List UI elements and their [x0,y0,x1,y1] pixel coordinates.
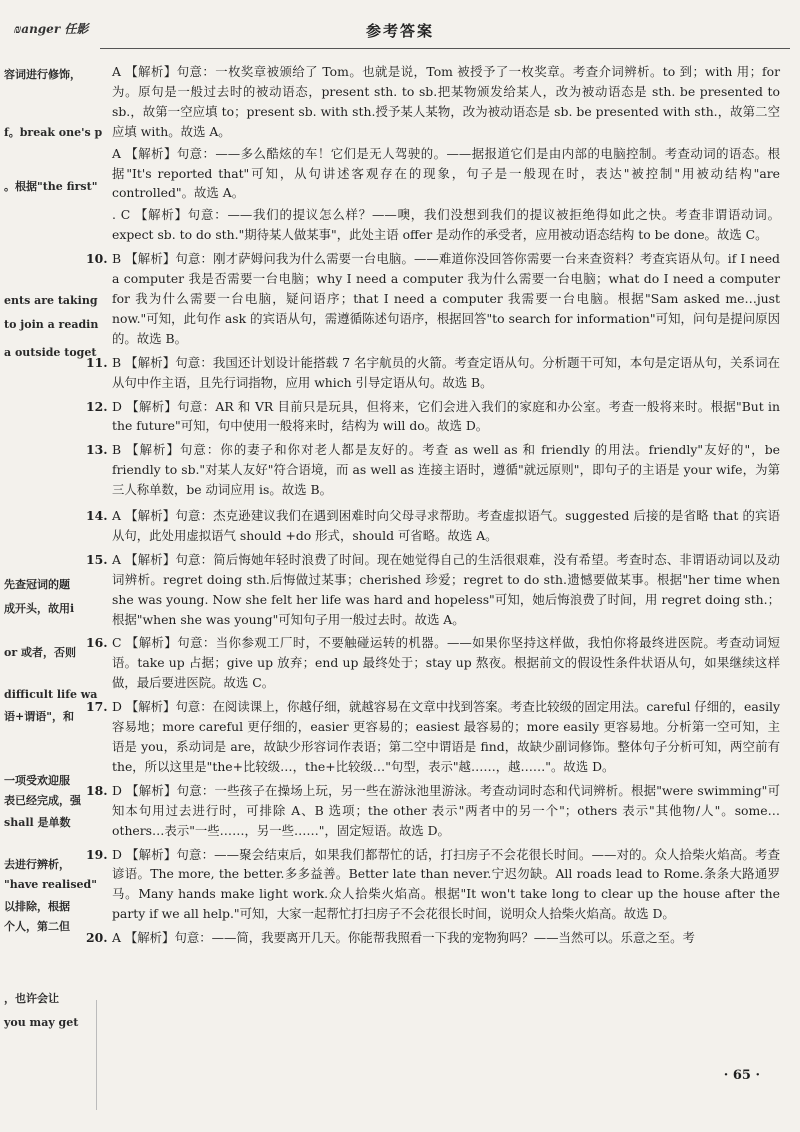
answer-entry [86,506,780,546]
margin-fragment: 先查冠词的题 [4,578,70,591]
header-divider [100,48,790,49]
answer-entry [86,249,780,349]
question-number: 11. [86,354,108,370]
answer-entry [86,62,780,142]
page-title: 参考答案 [365,22,434,40]
question-number: 15. [86,551,108,567]
margin-fragment: 。根据"the first" [4,180,98,193]
answer-entry [86,781,780,841]
answer-entry [86,928,780,948]
question-number: 13. [86,442,108,458]
answer-entry [86,550,780,630]
margin-fragment: 个人，第二但 [4,920,70,933]
margin-fragment: 去进行辨析， [4,858,70,871]
answer-entry [86,353,780,393]
margin-fragment: 成开头，故用i [4,602,75,615]
question-number: 10. [86,251,108,267]
question-number: 17. [86,699,108,715]
answer-explanation: B 【解析】句意：刚才萨姆问我为什么需要一台电脑。——难道你没回答你需要一台来查资料？考查宾语从句。if I need a computer 我是否需要一台电脑；why I need a computer 我为什么需要一台电脑；what do I need a computer for 我为什么需要一台电脑，疑问语序；that I need a computer 我需要一台电脑。根据"Sam asked me…just now."可知，此句作 ask 的宾语从句，需遵循陈述句语序，根据回答"to search for information"可知，问句是提问原因的。故选 B。 [112,251,780,346]
margin-rule [96,1000,97,1110]
margin-fragment: f。break one's p [4,126,103,139]
answer-explanation: A 【解析】句意：——简，我要离开几天。你能帮我照看一下我的宠物狗吗？——当然可以。乐意之至。考 [112,930,695,946]
question-number: 20. [86,930,108,946]
answer-entry [86,397,780,437]
answer-explanation: A 【解析】句意：简后悔她年轻时浪费了时间。现在她觉得自己的生活很艰难，没有希望。考查时态、非谓语动词以及动词辨析。regret doing sth.后悔做过某事；cherished 珍爱；regret to do sth.遗憾要做某事。根据"her time when she was young. Now she felt her life was hard and hopeless"可知，她后悔浪费了时间，用 regret doing sth.；根据"when she was young"可知句子用一般过去时。故选 A。 [112,551,780,627]
margin-fragment: ，也许会让 [4,992,59,1005]
margin-fragment: ents are taking [4,294,98,307]
answer-entry [86,633,780,693]
answer-explanation: D 【解析】句意：——聚会结束后，如果我们都帮忙的话，打扫房子不会花很长时间。——对的。众人拾柴火焰高。考查谚语。The more, the better.多多益善。Better late than never.宁迟勿缺。All roads lead to Rome.条条大路通罗马。Many hands make light work.众人拾柴火焰高。根据"It won't take long to clear up the house after the party if we all help."可知，大家一起帮忙打扫房子不会花很长时间，说明众人拾柴火焰高。故选 D。 [112,846,780,922]
answer-explanation: C 【解析】句意：当你参观工厂时，不要触碰运转的机器。——如果你坚持这样做，我怕你将最终进医院。考查动词短语。take up 占据；give up 放弃；end up 最终处于；stay up 熬夜。根据前文的假设性条件状语从句，如果继续这样做，最后要进医院。故选 C。 [112,635,780,691]
answer-explanation: D 【解析】句意：一些孩子在操场上玩，另一些在游泳池里游泳。考查动词时态和代词辨析。根据"were swimming"可知本句用过去进行时，可排除 A、B 选项；the other 表示"两者中的另一个"；others 表示"其他物/人"。some…others…表示"一些……，另一些……"，固定短语。故选 D。 [112,782,780,838]
margin-fragment: shall 是单数 [4,816,71,829]
page-number: · 65 · [723,1068,760,1083]
answer-explanation: D 【解析】句意：在阅读课上，你越仔细，就越容易在文章中找到答案。考查比较级的固定用法。careful 仔细的，easily 容易地；more careful 更仔细的，easier 更容易的；easiest 最容易的；more easily 更容易地。分析第一空可知，主语是 you，系动词是 are，故缺少形容词作表语；第二空中谓语是 find，故缺少副词修饰。整体句子分析可知，两空前有 the，所以这里是"the+比较级…，the+比较级…"句型，表示"越……，越……"。故选 D。 [112,699,780,774]
answer-entry [86,205,780,245]
margin-fragment: 容词进行修饰， [4,68,81,81]
margin-fragment: 表已经完成，强 [4,794,81,807]
question-number: 14. [86,508,108,524]
answer-entry [86,697,780,777]
answer-explanation: A 【解析】句意：一枚奖章被颁给了 Tom。也就是说，Tom 被授予了一枚奖章。考查介词辨析。to 到；with 用；for 为。原句是一般过去时的被动语态，present sth. to sb.把某物颁发给某人，改为被动语态是 sth. be presented to sb.，故第一空应填 to；present sb. with sth.授予某人某物，改为被动语态是 sb. be presented with sth.，故第二空应填 with。故选 A。 [112,64,780,139]
question-number: 19. [86,846,108,862]
margin-fragment: a outside toget [4,346,97,359]
answer-explanation: B 【解析】句意：我国还计划设计能搭载 7 名宇航员的火箭。考查定语从句。分析题干可知，本句是定语从句，关系词在从句中作主语，且先行词指物，应用 which 引导定语从句。故选 B。 [112,354,780,390]
margin-fragment: 一项受欢迎服 [4,774,70,787]
answer-explanation: D 【解析】句意：AR 和 VR 目前只是玩具，但将来，它们会进入我们的家庭和办公室。考查一般将来时。根据"But in the future"可知，句中使用一般将来时，结构为 will do。故选 D。 [112,398,780,434]
margin-fragment: you may get [4,1016,79,1029]
margin-fragment: to join a readin [4,318,99,331]
margin-fragment: "have realised" [4,878,97,891]
answer-entry [86,144,780,204]
question-number: 12. [86,398,108,414]
margin-fragment: 以排除，根据 [4,900,70,913]
question-number: 16. [86,635,108,651]
page-header [0,0,800,52]
answer-explanation: A 【解析】句意：——多么酷炫的车！它们是无人驾驶的。——据报道它们是由内部的电脑控制。考查动词的语态。根据"It's reported that"可知，从句讲述客观存在的现象，句子是一般现在时，表达"被控制"用被动结构"are controlled"。故选 A。 [112,145,780,201]
answer-entry [86,440,780,500]
margin-fragment: difficult life wa [4,688,98,701]
header-left-fragment: ₪anger 任影 [14,22,89,36]
answer-list [86,62,780,948]
question-number: 18. [86,782,108,798]
answer-entry [86,845,780,925]
answer-explanation: B 【解析】句意：你的妻子和你对老人都是友好的。考查 as well as 和 friendly 的用法。friendly"友好的"，be friendly to sb."对某人友好"符合语境，而 as well as 连接主语时，遵循"就远原则"，即句子的主语是 your wife，为第三人称单数，be 动词应用 is。故选 B。 [112,442,780,498]
answer-explanation: A 【解析】句意：杰克逊建议我们在遇到困难时向父母寻求帮助。考查虚拟语气。suggested 后接的是省略 that 的宾语从句，此处用虚拟语气 should +do 形式，should 可省略。故选 A。 [112,508,780,543]
answer-explanation: . C 【解析】句意：——我们的提议怎么样？——噢，我们没想到我们的提议被拒绝得如此之快。考查非谓语动词。expect sb. to do sth."期待某人做某事"，此处主语 offer 是动作的承受者，应用被动语态结构 to be done。故选 C。 [112,207,780,243]
margin-fragment: 语+谓语"，和 [4,710,74,723]
margin-fragment: or 或者，否则 [4,646,76,659]
